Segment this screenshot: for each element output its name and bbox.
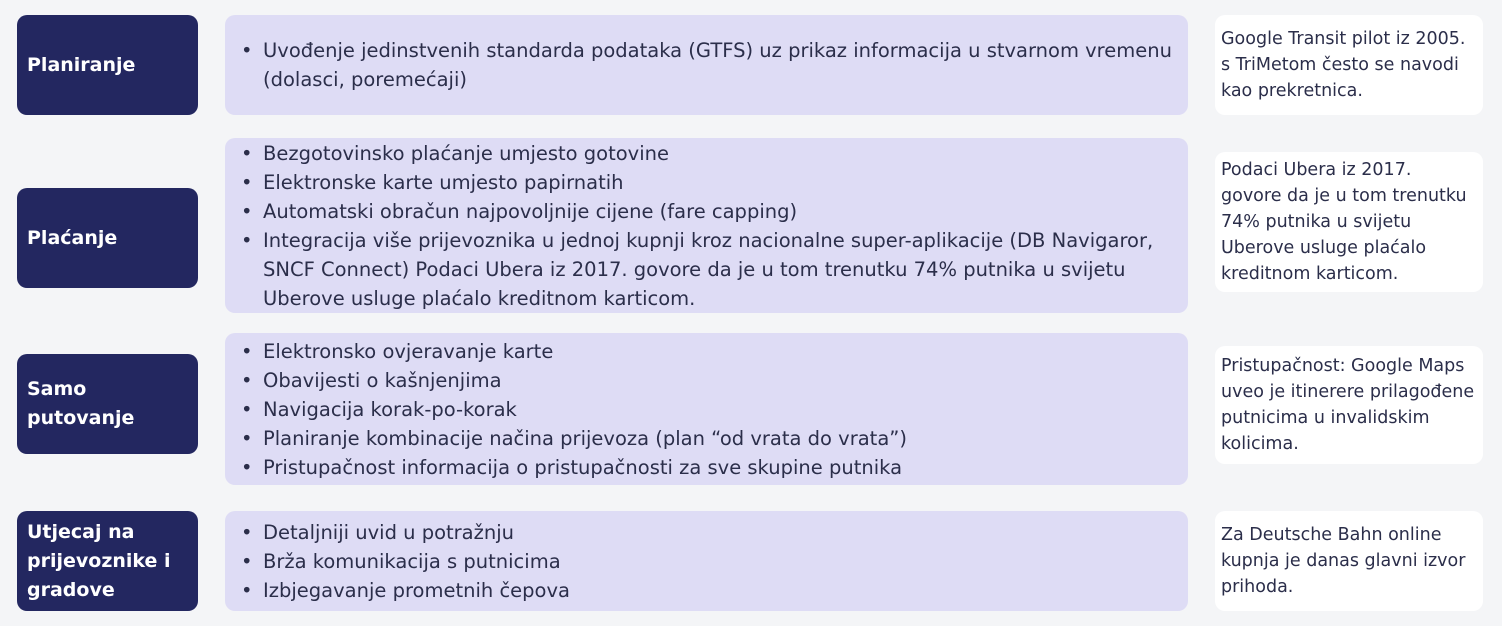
row-note-planning [1215,15,1483,115]
row-bullets-planning [225,15,1188,115]
bullet-text: Uvođenje jedinstvenih standarda podataka (GTFS) uz prikaz informacija u stvarnom vremenu (dolasci, poremećaji) [263,39,1172,91]
row-note-impact [1215,511,1483,611]
bullet-glyph: • [241,426,253,450]
note-text: Podaci Ubera iz 2017. govore da je u tom trenutku 74% putnika u svijetu Uberove usluge plaćalo kreditnom karticom. [1221,160,1467,284]
bullet-item [239,395,1172,424]
bullet-list [239,518,1172,605]
bullet-list [239,337,1172,482]
row-note-payment [1215,152,1483,292]
bullet-glyph: • [241,368,253,392]
bullet-item [239,453,1172,482]
bullet-item [239,226,1172,313]
row-bullets-journey [225,333,1188,485]
bullet-text: Bezgotovinsko plaćanje umjesto gotovine [263,141,669,165]
row-label-text: Samo putovanje [27,378,135,429]
row-label-text: Utjecaj na prijevoznike i gradove [27,520,171,601]
bullet-item [239,518,1172,547]
bullet-text: Elektronsko ovjeravanje karte [263,339,554,363]
note-text: Pristupačnost: Google Maps uveo je itinerere prilagođene putnicima u invalidskim kolicima. [1221,356,1475,454]
bullet-text: Integracija više prijevoznika u jednoj kupnji kroz nacionalne super-aplikacije (DB Navigaror, SNCF Connect) Podaci Ubera iz 2017. govore da je u tom trenutku 74% putnika u svijetu Uberove usluge plaćalo kreditnom karticom. [263,228,1154,310]
row-label-payment [17,188,198,288]
bullet-text: Detaljniji uvid u potražnju [263,520,514,544]
bullet-glyph: • [241,339,253,363]
bullet-item [239,337,1172,366]
bullet-item [239,576,1172,605]
bullet-item [239,168,1172,197]
bullet-list [239,36,1172,94]
bullet-item [239,366,1172,395]
bullet-text: Navigacija korak-po-korak [263,397,517,421]
bullet-glyph: • [241,455,253,479]
row-label-planning [17,15,198,115]
bullet-glyph: • [241,397,253,421]
bullet-glyph: • [241,520,253,544]
row-label-journey [17,354,198,454]
row-bullets-impact [225,511,1188,611]
row-note-journey [1215,346,1483,464]
bullet-text: Brža komunikacija s putnicima [263,549,561,573]
note-text: Google Transit pilot iz 2005. s TriMetom često se navodi kao prekretnica. [1221,29,1466,101]
bullet-glyph: • [241,578,253,602]
bullet-text: Automatski obračun najpovoljnije cijene (fare capping) [263,199,798,223]
row-label-text: Plaćanje [27,226,118,249]
bullet-list [239,139,1172,313]
bullet-glyph: • [241,549,253,573]
bullet-glyph: • [241,199,253,223]
row-label-text: Planiranje [27,53,136,76]
bullet-item [239,36,1172,94]
bullet-glyph: • [241,39,253,62]
note-text: Za Deutsche Bahn online kupnja je danas glavni izvor prihoda. [1221,525,1466,597]
bullet-text: Planiranje kombinacije načina prijevoza (plan “od vrata do vrata”) [263,426,907,450]
bullet-text: Izbjegavanje prometnih čepova [263,578,570,602]
row-bullets-payment [225,138,1188,313]
bullet-glyph: • [241,141,253,165]
bullet-item [239,547,1172,576]
bullet-glyph: • [241,228,253,252]
bullet-item [239,197,1172,226]
bullet-item [239,139,1172,168]
bullet-glyph: • [241,170,253,194]
bullet-text: Obavijesti o kašnjenjima [263,368,502,392]
bullet-item [239,424,1172,453]
bullet-text: Elektronske karte umjesto papirnatih [263,170,624,194]
row-label-impact [17,511,198,611]
bullet-text: Pristupačnost informacija o pristupačnosti za sve skupine putnika [263,455,903,479]
